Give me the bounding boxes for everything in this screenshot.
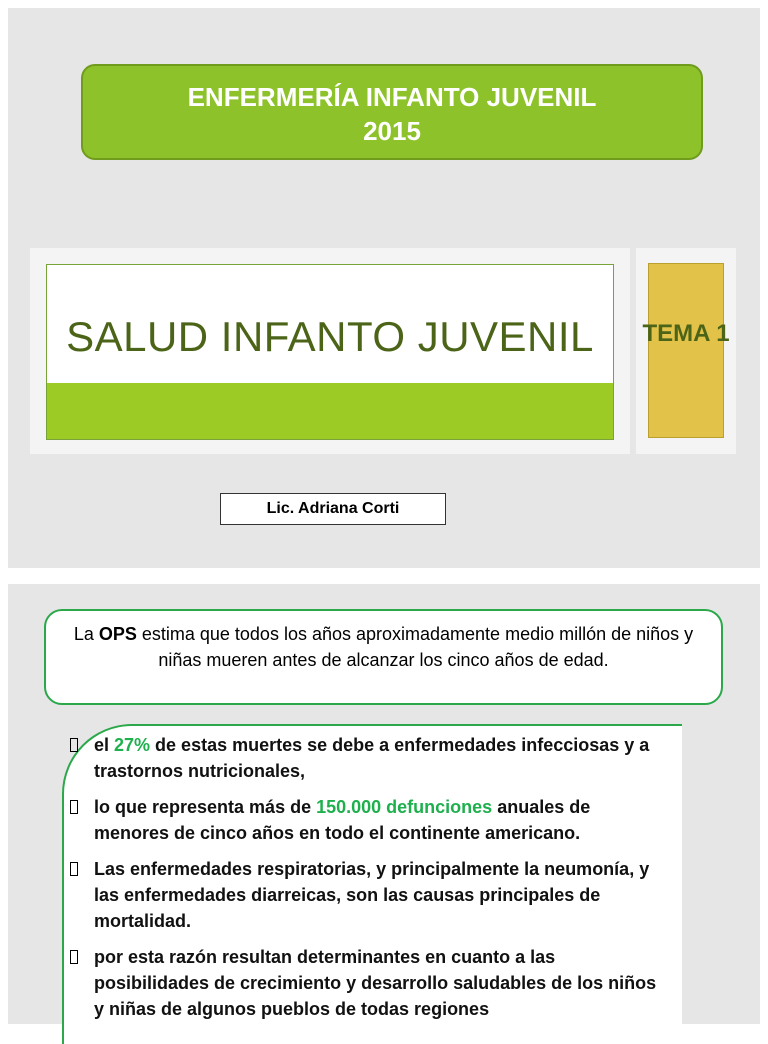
bullet-4-text: por esta razón resultan determinantes en cuanto a las posibilidades de crecimiento y desarrollo saludables de los niños y niñas de algunos pueblos de todas regiones [94,947,657,1019]
tema-panel [636,248,736,454]
ops-bold: OPS [98,624,137,644]
bullet-list [68,732,668,1032]
checkbox-bullet-icon [70,800,78,814]
subtitle-panel [30,248,630,454]
checkbox-bullet-icon [70,738,78,752]
list-item [68,856,668,934]
title-banner [81,64,703,160]
author-box: Lic. Adriana Corti [220,493,446,525]
title-line-2: 2015 [363,116,421,146]
bullet-2-highlight: 150.000 defunciones [316,797,493,817]
tema-accent-box [648,263,724,438]
tema-label: TEMA 1 [642,320,730,347]
ops-rest: estima que todos los años aproximadamente medio millón de niños y niñas mueren antes de alcanzar los cinco años de edad [136,624,694,670]
bullet-3-text: Las enfermedades respiratorias, y principalmente la neumonía, y las enfermedades diarreicas, son las causas principales de mortalidad. [94,859,650,931]
bullet-1-pre: el [94,735,115,755]
list-item [68,732,668,784]
ops-statement-box [44,609,723,705]
subtitle-green-band [47,383,613,439]
subtitle-frame [46,264,614,440]
list-item [68,794,668,846]
bullet-2-pre: lo que representa más de [94,797,317,817]
bullet-1-post: de estas muertes se debe a enfermedades infecciosas y a trastornos nutricionales, [94,735,650,781]
bullet-2-post: anuales de menores de cinco años en todo el continente americano. [94,797,591,843]
checkbox-bullet-icon [70,950,78,964]
title-line-1: ENFERMERÍA INFANTO JUVENIL [187,82,597,112]
ops-prefix: La [73,624,99,644]
bullet-1-highlight: 27% [114,735,151,755]
content-slide [8,584,760,1024]
ops-end: . [603,650,609,670]
slide-subtitle: SALUD INFANTO JUVENIL [66,313,594,360]
list-item [68,944,668,1022]
title-slide [8,8,760,568]
checkbox-bullet-icon [70,862,78,876]
